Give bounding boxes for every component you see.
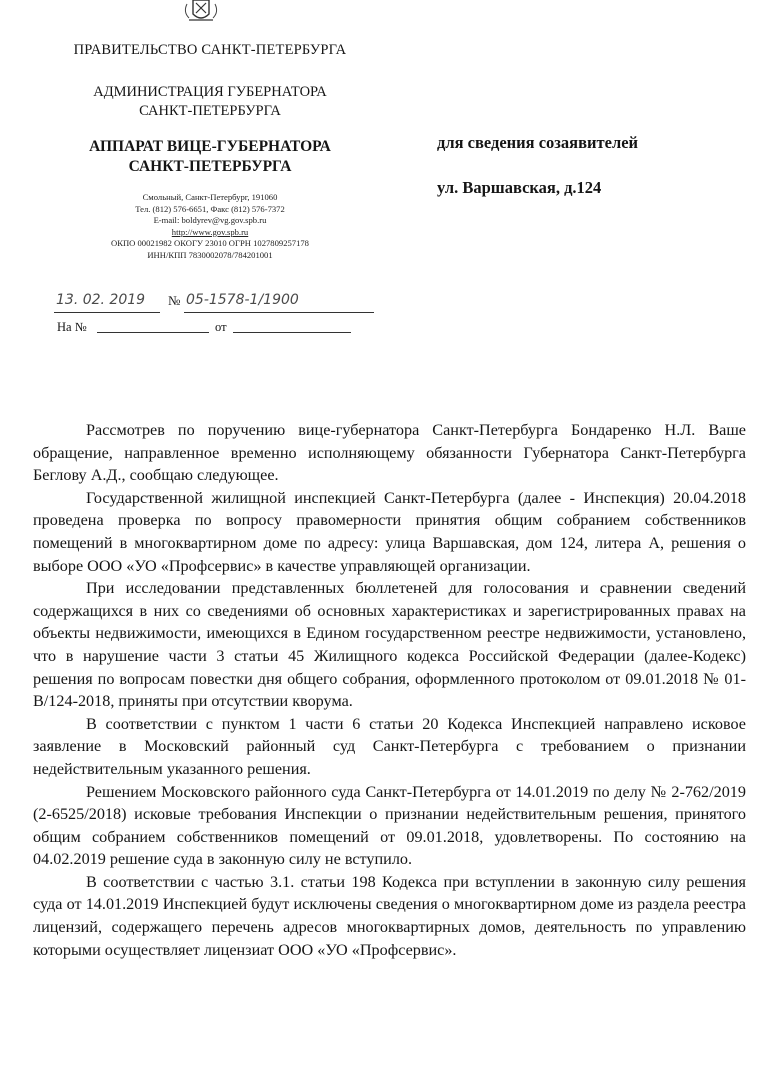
apparatus-title — [50, 137, 370, 177]
government-title: ПРАВИТЕЛЬСТВО САНКТ-ПЕТЕРБУРГА — [73, 42, 347, 58]
reply-number-label: На № — [57, 320, 87, 334]
apparatus-line-2: САНКТ-ПЕТЕРБУРГА — [128, 158, 292, 175]
handwritten-date: 13. 02. 2019 — [56, 292, 146, 308]
contact-address: Смольный, Санкт-Петербург, 191060 — [142, 192, 278, 202]
paragraph-2: Государственной жилищной инспекцией Санкт-Петербурга (далее - Инспекция) 20.04.2018 проведена проверка по вопросу правомерности принятия общим собранием собственников помещений в многоквартирном доме по адресу: улица Варшавская, дом 124, литера А, решения о выборе ООО «УО «Профсервис» в качестве управляющей организации. — [33, 488, 746, 575]
paragraph-4: В соответствии с пунктом 1 части 6 статьи 20 Кодекса Инспекцией направлено исковое заявление в Московский районный суд Санкт-Петербурга с требованием о признании недействительным указанного решения. — [33, 714, 746, 778]
handwritten-number: 05-1578-1/1900 — [186, 292, 299, 308]
date-underline — [54, 312, 160, 313]
reply-from-label: от — [215, 320, 227, 334]
coat-of-arms-emblem — [179, 0, 223, 24]
paragraph-1: Рассмотрев по поручению вице-губернатора Санкт-Петербурга Бондаренко Н.Л. Ваше обращение, направленное временно исполняющему обязанности Губернатора Санкт-Петербурга Беглову А.Д., сообщаю следующее. — [33, 421, 746, 485]
contact-website: http://www.gov.spb.ru — [171, 226, 249, 237]
paragraph-5: Решением Московского районного суда Санкт-Петербурга от 14.01.2019 по делу № 2-762/2019 (2-6525/2018) исковые требования Инспекции о признании недействительным решения, принятого общим собранием собственников помещений от 09.01.2018, удовлетворены. По состоянию на 04.02.2019 решение суда в законную силу не вступило. — [33, 782, 746, 869]
paragraph-3: При исследовании представленных бюллетеней для голосования и сравнении сведений содержащихся в них со сведениями об основных характеристиках и зарегистрированных правах на объекты недвижимости, имеющихся в Едином государственном реестре недвижимости, установлено, что в нарушение части 3 статьи 45 Жилищного кодекса Российской Федерации (далее-Кодекс) решения по вопросам повестки дня общего собрания, оформленного протоколом от 09.01.2018 № 01-В/124-2018, приняты при отсутствии кворума. — [33, 579, 746, 711]
addressee-line-1: для сведения созаявителей — [437, 133, 639, 152]
contact-email: E-mail: boldyrev@vg.gov.spb.ru — [153, 215, 267, 226]
reply-date-underline — [233, 332, 351, 333]
letter-body — [0, 419, 746, 961]
reply-reference-line — [57, 318, 377, 342]
number-label: № — [168, 293, 181, 308]
administration-line-1: АДМИНИСТРАЦИЯ ГУБЕРНАТОРА — [93, 84, 327, 100]
apparatus-line-1: АППАРАТ ВИЦЕ-ГУБЕРНАТОРА — [89, 138, 331, 155]
number-underline — [184, 312, 374, 313]
contact-block — [50, 192, 370, 262]
administration-title — [50, 83, 370, 121]
administration-line-2: САНКТ-ПЕТЕРБУРГА — [139, 103, 281, 119]
addressee-line-2: ул. Варшавская, д.124 — [437, 178, 602, 197]
contact-inn: ИНН/КПП 7830002078/784201001 — [147, 249, 273, 260]
contact-codes: ОКПО 00021982 ОКОГУ 23010 ОГРН 1027809257178 — [111, 238, 309, 249]
paragraph-6: В соответствии с частью 3.1. статьи 198 Кодекса при вступлении в законную силу решения суда от 14.01.2019 Инспекцией будут исключены сведения о многоквартирном доме из раздела реестра лицензий, содержащего перечень адресов многоквартирных домов, деятельность по управлению которыми осуществляет лицензиат ООО «УО «Профсервис». — [33, 872, 746, 959]
reply-number-underline — [97, 332, 209, 333]
contact-phone: Тел. (812) 576-6651, Факс (812) 576-7372 — [135, 203, 285, 214]
